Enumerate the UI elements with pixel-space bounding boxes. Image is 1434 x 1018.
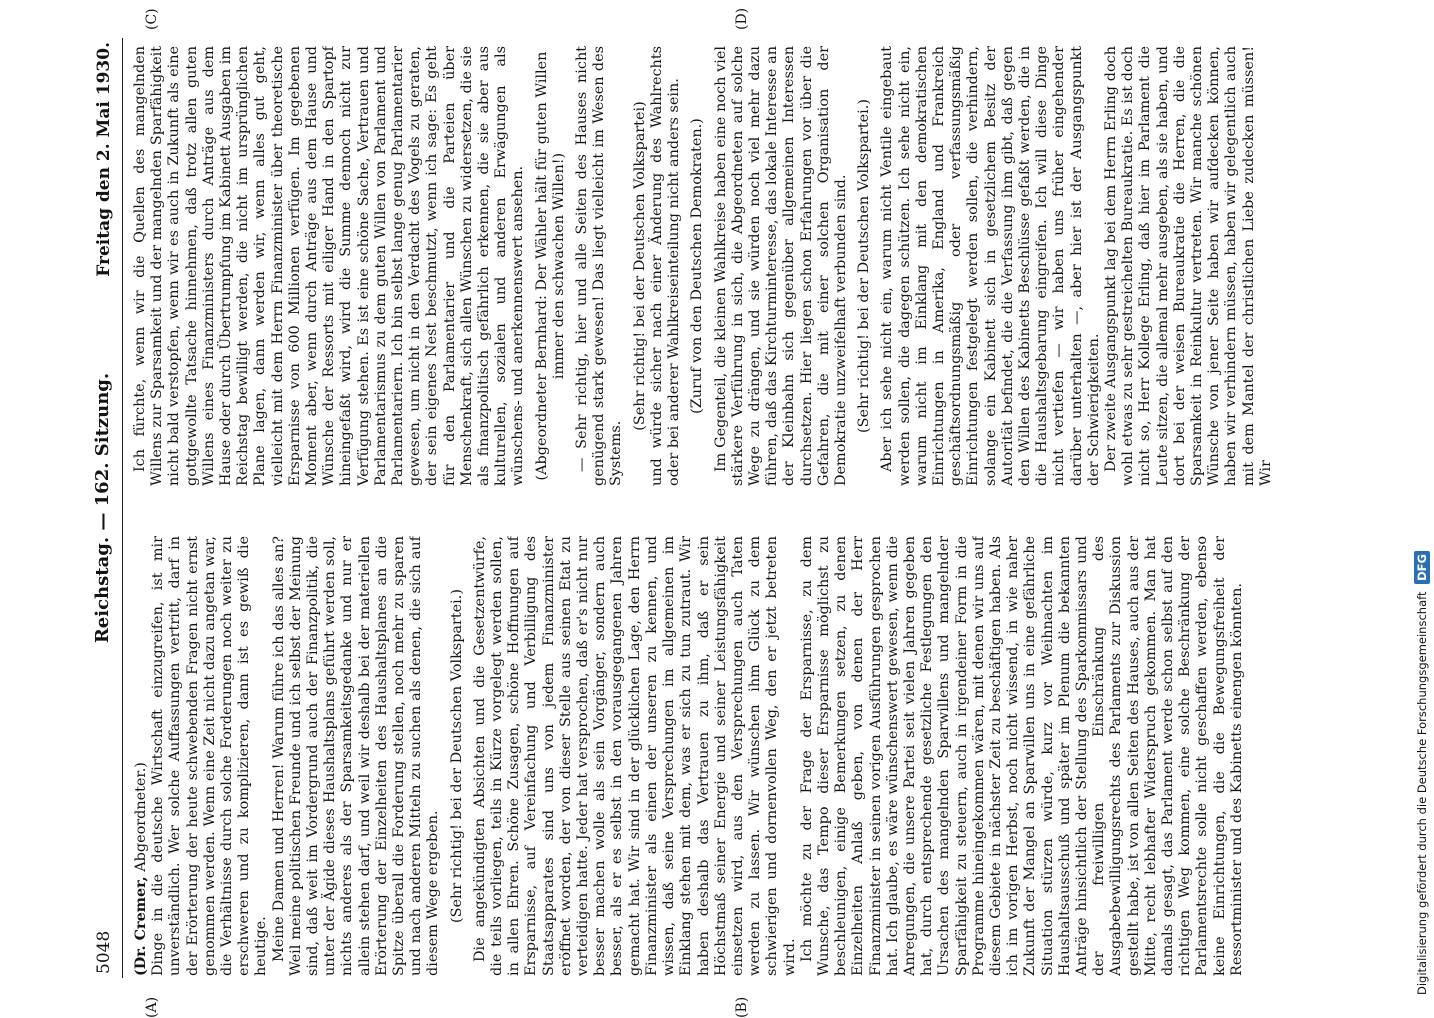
page-header [84, 38, 120, 978]
digitization-credit [1414, 5, 1430, 995]
paragraph: und würde sicher nach einer Änderung des Wahlrechts oder bei anderer Wahlkreiseinteilung nicht anders sein. [648, 46, 683, 486]
paragraph: Im Gegenteil, die kleinen Wahlkreise haben eine noch viel stärkere Verführung in sich, die Abgeordneten auf solche Wege zu drängen, und sie würden noch viel mehr dazu führen, daß das Kirchturminteresse, das lokale Interesse an der Kleinbahn sich gegenüber allgemeinen Interessen durchsetzen. Hier liegen schon Erfahrungen vor über die Gefahren, die mit einer solchen Organisation der Demokratie unzweifelhaft verbunden sind. [712, 46, 849, 486]
paragraph: Aber ich sehe nicht ein, warum nicht Ventile eingebaut werden sollen, die dagegen schützen. Ich sehe nicht ein, warum nicht im Einklang mit den demokratischen Einrichtungen in Amerika, England und Frankreich geschäftsordnungsmäßig oder verfassungsmäßig Einrichtungen festgelegt werden sollen, die verhindern, solange ein Kabinett sich in gesetzlichem Besitz der Autorität befindet, die die Verfassung ihm gibt, daß gegen den Willen des Kabinetts Beschlüsse gefaßt werden, die in die Haushaltsgebarung eingreifen. Ich will diese Dinge nicht vertiefen — wir haben uns früher eingehender darüber unterhalten —, aber hier ist der Ausgangspunkt der Schwierigkeiten. [879, 46, 1102, 486]
dfg-logo: DFG [1414, 551, 1430, 584]
speaker-name: (Dr. Cremer, [132, 876, 149, 976]
page-number: 5048 [94, 930, 114, 974]
interjection: (Zuruf von den Deutschen Demokraten.) [689, 118, 706, 414]
interjection: (Sehr richtig! bei der Deutschen Volkspartei.) [856, 99, 873, 433]
margin-marker-d: (D) [734, 7, 750, 30]
interjection: (Sehr richtig! bei der Deutschen Volkspartei.) [448, 589, 465, 923]
paragraph: Ich möchte zu der Frage der Ersparnisse, zu dem Wunsche, das Tempo dieser Ersparnisse möglichst zu beschleunigen, einige Bemerkungen setzen, zu denen Einzelheiten Anlaß geben, von denen der Herr Finanzminister in seinen vorigen Ausführungen gesprochen hat. Ich glaube, es wäre wünschenswert gewesen, wenn die Anregungen, die unsere Partei seit vielen Jahren gegeben hat, durch entsprechende gesetzliche Festlegungen den Ursachen des mangelnden Sparwillens und mangelnder Sparfähigkeit zu steuern, auch in irgendeiner Form in die Programme hineingekommen wären, mit denen wir uns auf diesem Gebiete in nächster Zeit zu beschäftigen haben. Als ich im vorigen Herbst, noch nicht wissend, in wie naher Zukunft der Mangel an Sparwillen uns in eine gefährliche Situation stürzen würde, kurz vor Weihnachten im Haushaltsausschuß und später im Plenum die bekannten Anträge hinsichtlich der Stellung des Sparkommissars und der freiwilligen Einschränkung des Ausgabebewilligungsrechts des Parlaments zur Diskussion gestellt habe, ist von allen Seiten des Hauses, auch aus der Mitte, recht lebhafter Widerspruch gekommen. Man hat damals gesagt, das Parlament werde schon selbst auf den richtigen Weg kommen, eine solche Beschränkung der Parlamentsrechte solle nicht geschaffen werden, ebenso keine Einrichtungen, die die Bewegungsfreiheit der Ressortminister und des Kabinetts einengen könnten. [798, 536, 1245, 976]
rotated-page [84, 7, 1404, 1018]
paragraph: Ich fürchte, wenn wir die Quellen des mangelnden Willens zur Sparsamkeit und der mangelnden Sparfähigkeit nicht bald verstopfen, wenn wir es auch in Zukunft als eine gottgewollte Tatsache hinnehmen, daß trotz allen guten Willens eines Finanzministers durch Anträge aus dem Hause oder durch Übertrumpfung im Kabinett Ausgaben im Reichstag bewilligt werden, die nicht im ursprünglichen Plane lagen, dann werden wir, wenn alles gut geht, vielleicht mit dem Herrn Finanzminister über theoretische Ersparnisse von 600 Millionen verfügen. Im gegebenen Moment aber, wenn durch Anträge aus dem Hause und Wünsche der Ressorts mit eiliger Hand in den Spartopf hineingefaßt wird, wird die Summe dennoch nicht zur Verfügung stehen. Es ist eine schöne Sache, Vertrauen und Parlamentarismus zu dem guten Willen von Parlament und Parlamentariern. Ich bin selbst lange genug Parlamentarier gewesen, um nicht in den Verdacht des Vogels zu geraten, der sein eigenes Nest beschmutzt, wenn ich sage: Es geht für den Parlamentarier und die Parteien über Menschenkraft, sich allen Wünschen zu widersetzen, die sie als finanzpolitisch gefährlich erkennen, die sie aber aus kulturellen, sozialen und anderen Erwägungen als wünschens- und anerkennenswert ansehen. [132, 46, 527, 486]
session-name: Reichstag. [92, 536, 113, 644]
margin-marker-c: (C) [144, 8, 160, 30]
credit-text: Digitalisierung gefördert durch die Deutsche Forschungsgemeinschaft [1415, 591, 1429, 995]
left-column [132, 536, 1397, 976]
paragraph: Meine Damen und Herren! Warum führe ich das alles an? Weil meine politischen Freunde und ich selbst der Meinung sind, daß weit im Vordergrund auch der Finanzpolitik, die unter der Ägide dieses Haushaltsplans geführt werden soll, nichts anderes als der Sparsamkeitsgedanke und nur er allein stehen darf, und weil wir deshalb bei der materiellen Erörterung der Einzelheiten des Haushaltsplanes an die Spitze überall die Forderung stellen, noch mehr zu sparen und nach anderen Mitteln zu suchen als denen, die sich auf diesem Wege ergeben. [270, 536, 442, 976]
margin-marker-b: (B) [734, 996, 750, 1018]
header-rule [122, 38, 123, 978]
speaker-role: Abgeordneter.) [133, 762, 149, 872]
interjection: (Sehr richtig! bei der Deutschen Volkspartei) [631, 101, 648, 431]
interjection: (Abgeordneter Bernhard: Der Wähler hält für guten Willen immer den schwachen Willen!) [533, 51, 567, 481]
session-title [92, 258, 113, 758]
paragraph: — Sehr richtig, hier und alle Seiten des Hauses nicht genügend stark gewesen! Das liegt vielleicht im Wesen des Systems. [574, 46, 625, 486]
paragraph: Der zweite Ausgangspunkt lag bei dem Herrn Erling doch wohl etwas zu sehr gestreichelten Bureaukratie. Es ist doch nicht so, Herr Kollege Erling, daß hier im Parlament die Leute sitzen, die allemal mehr ausgeben, als sie haben, und dort bei der weisen Bureaukratie die Herren, die die Sparsamkeit in Reinkultur vertreten. Wir manche schönen Wünsche von jener Seite haben wir aufdecken können, haben wir verhindern müssen, haben wir gelegentlich auch mit dem Mantel der christlichen Liebe zudecken müssen! Wir [1102, 46, 1274, 486]
paragraph: Die angekündigten Absichten und die Gesetzentwürfe, die teils vorliegen, teils in Kürze vorgelegt werden sollen, in allen Ehren. Schöne Zusagen, schöne Hoffnungen auf Ersparnisse, auf Vereinfachung und Verbilligung des Staatsapparates sind uns von jedem Finanzminister eröffnet worden, der von dieser Stelle aus seinen Etat zu verteidigen hatte. Jeder hat versprochen, daß er's nicht nur besser machen wolle als sein Vorgänger, sondern auch besser, als er es selbst in den vorausgegangenen Jahren gemacht hat. Wir sind in der glücklichen Lage, den Herrn Finanzminister als einen der unseren zu kennen, und wissen, daß seine Versprechungen im allgemeinen im Einklang stehen mit dem, was er sich zu tun zutraut. Wir haben deshalb das Vertrauen zu ihm, daß er sein Höchstmaß seiner Energie und seiner Leistungsfähigkeit einsetzen wird, aus den Versprechungen auch Taten werden zu lassen. Wir wünschen ihm Glück zu dem schwierigen und dornenvollen Weg, den er jetzt betreten wird. [471, 536, 798, 976]
paragraph: Dinge in die deutsche Wirtschaft einzugreifen, ist mir unverständlich. Wer solche Auffassungen vertritt, darf in der Erörterung der heute schwebenden Fragen nicht ernst genommen werden. Wenn eine Zeit nicht dazu angetan war, die Verhältnisse durch solche Forderungen noch weiter zu erschweren und zu komplizieren, dann ist es gewiß die heutige. [150, 536, 270, 976]
margin-marker-a: (A) [144, 996, 160, 1018]
session-number: 162. Sitzung. [92, 372, 113, 507]
right-column [132, 46, 1397, 486]
speaker-line [132, 536, 150, 976]
session-date: Freitag den 2. Mai 1930. [94, 42, 114, 277]
session-dash: — [92, 512, 113, 531]
